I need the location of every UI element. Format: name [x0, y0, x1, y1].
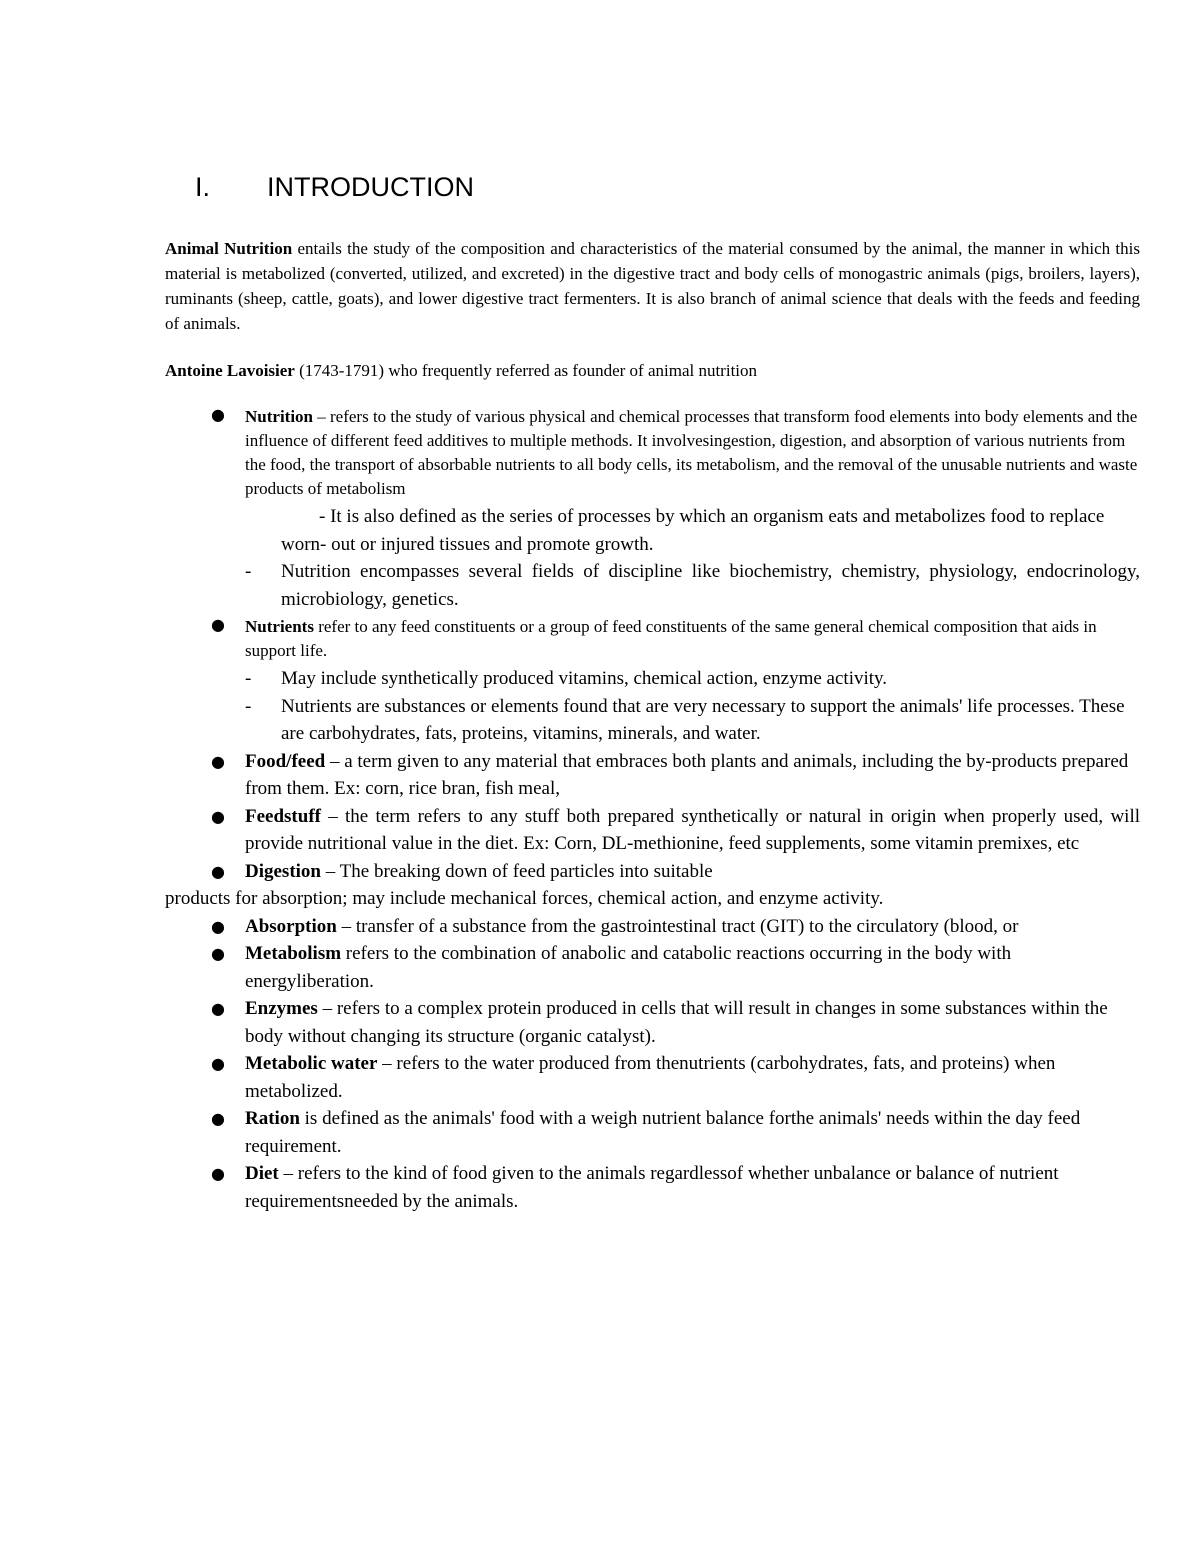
definition-list-continued [165, 913, 1140, 1216]
feedstuff-definition [245, 803, 1140, 858]
absorption-text: – transfer of a substance from the gastrointestinal tract (GIT) to the circulatory (blood, or [336, 915, 1019, 937]
bullet-icon: ● [211, 806, 225, 826]
lavoisier-paragraph [165, 358, 1140, 383]
food-text: – a term given to any material that embraces both plants and animals, including the by-products prepared from them. Ex: corn, rice bran, fish meal, [245, 750, 1129, 799]
list-item-digestion [165, 858, 1140, 886]
list-item-nutrition [165, 405, 1140, 613]
digestion-text: – The breaking down of feed particles into suitable [321, 860, 713, 882]
metabolic-water-definition [245, 1050, 1140, 1105]
bullet-icon: ● [211, 944, 225, 963]
list-item-diet [165, 1160, 1140, 1215]
enzymes-definition [245, 995, 1140, 1050]
bullet-icon: ● [211, 916, 225, 936]
nutrients-sub-1-text: May include synthetically produced vitamins, chemical action, enzyme activity. [281, 668, 888, 689]
bullet-icon: ● [211, 615, 225, 634]
bullet-icon: ● [211, 1054, 225, 1073]
list-item-food-feed [165, 748, 1140, 803]
nutrition-definition [245, 405, 1140, 501]
term-absorption: Absorption [245, 915, 337, 937]
nutrients-text: refer to any feed constituents or a group of feed constituents of the same general chemical composition that aids in support life. [245, 617, 1097, 660]
dash-marker: - [245, 668, 252, 689]
nutrition-sub-2 [245, 558, 1140, 613]
term-metabolic-water: Metabolic water [245, 1053, 378, 1074]
digestion-continuation: products for absorption; may include mechanical forces, chemical action, and enzyme activity. [165, 888, 884, 909]
definition-list [165, 405, 1140, 885]
term-food-feed: Food/feed [245, 750, 326, 772]
list-item-nutrients [165, 615, 1140, 748]
term-ration: Ration [245, 1108, 300, 1129]
bullet-icon: ● [211, 861, 225, 881]
dash-marker: - [245, 561, 252, 582]
nutrition-sub-2-text: Nutrition encompasses several fields of discipline like biochemistry, chemistry, physiology, endocrinology, microbiology, genetics. [281, 561, 1140, 610]
list-item-absorption [165, 913, 1140, 941]
list-item-metabolism [165, 940, 1140, 995]
bullet-icon: ● [211, 1109, 225, 1128]
lavoisier-text: (1743-1791) who frequently referred as founder of animal nutrition [294, 361, 758, 380]
term-digestion: Digestion [245, 860, 321, 882]
nutrition-text: – refers to the study of various physical and chemical processes that transform food elements into body elements and the influence of different feed additives to multiple methods. It involvesingestion, digestion, and absorption of various nutrients from the food, the transport of absorbable nutrients to all body cells, its metabolism, and the removal of the unusable nutrients and waste products of metabolism [245, 407, 1138, 498]
nutrition-sub-1 [245, 503, 1140, 558]
ration-text: is defined as the animals' food with a weigh nutrient balance forthe animals' needs within the day feed requirement. [245, 1108, 1081, 1157]
list-item-ration [165, 1105, 1140, 1160]
enzymes-text: – refers to a complex protein produced in cells that will result in changes in some substances within the body without changing its structure (organic catalyst). [245, 998, 1108, 1047]
absorption-definition [245, 913, 1140, 941]
term-metabolism: Metabolism [245, 943, 342, 964]
diet-definition [245, 1160, 1140, 1215]
nutrients-sub-2 [245, 693, 1140, 748]
term-feedstuff: Feedstuff [245, 805, 321, 827]
nutrients-sub-2-text: Nutrients are substances or elements found that are very necessary to support the animals' life processes. These are carbohydrates, fats, proteins, vitamins, minerals, and water. [281, 695, 1125, 744]
list-item-metabolic-water [165, 1050, 1140, 1105]
bullet-icon: ● [211, 1164, 225, 1183]
section-number: I. [195, 172, 211, 202]
intro-text: entails the study of the composition and characteristics of the material consumed by the animal, the manner in which this material is metabolized (converted, utilized, and excreted) in the digestive tract and body cells of monogastric animals (pigs, broilers, layers), ruminants (sheep, cattle, goats), and lower digestive tract fermenters. It is also branch of animal science that deals with the feeds and feeding of animals. [165, 239, 1140, 333]
section-title: INTRODUCTION [267, 172, 474, 202]
nutrients-definition [245, 615, 1140, 663]
lavoisier-name: Antoine Lavoisier [165, 361, 295, 380]
metabolic-water-text: – refers to the water produced from thenutrients (carbohydrates, fats, and proteins) when metabolized. [245, 1053, 1056, 1102]
nutrients-sub-1 [245, 665, 1140, 693]
bullet-icon: ● [211, 405, 225, 424]
metabolism-text: refers to the combination of anabolic and catabolic reactions occurring in the body with energyliberation. [245, 943, 1012, 992]
intro-paragraph [165, 236, 1140, 336]
metabolism-definition [245, 940, 1140, 995]
feedstuff-text: – the term refers to any stuff both prepared synthetically or natural in origin when properly used, will provide nutritional value in the diet. Ex: Corn, DL-methionine, feed supplements, some vitamin premixes, etc [245, 805, 1140, 854]
intro-term: Animal Nutrition [165, 239, 293, 258]
term-enzymes: Enzymes [245, 998, 318, 1019]
list-item-enzymes [165, 995, 1140, 1050]
diet-text: – refers to the kind of food given to the animals regardlessof whether unbalance or balance of nutrient requirementsneeded by the animals. [245, 1163, 1059, 1212]
digestion-definition [245, 858, 1140, 886]
section-heading [195, 170, 1140, 204]
bullet-icon: ● [211, 999, 225, 1018]
food-definition [245, 748, 1140, 803]
dash-marker: - [245, 695, 252, 717]
term-nutrients: Nutrients [245, 617, 314, 636]
ration-definition [245, 1105, 1140, 1160]
bullet-icon: ● [211, 751, 225, 771]
term-nutrition: Nutrition [245, 407, 313, 426]
list-item-feedstuff [165, 803, 1140, 858]
document-page [165, 170, 1140, 1215]
term-diet: Diet [245, 1163, 279, 1184]
nutrition-sub-1-text: - It is also defined as the series of processes by which an organism eats and metabolizes food to replace worn- out or injured tissues and promote growth. [281, 506, 1105, 555]
